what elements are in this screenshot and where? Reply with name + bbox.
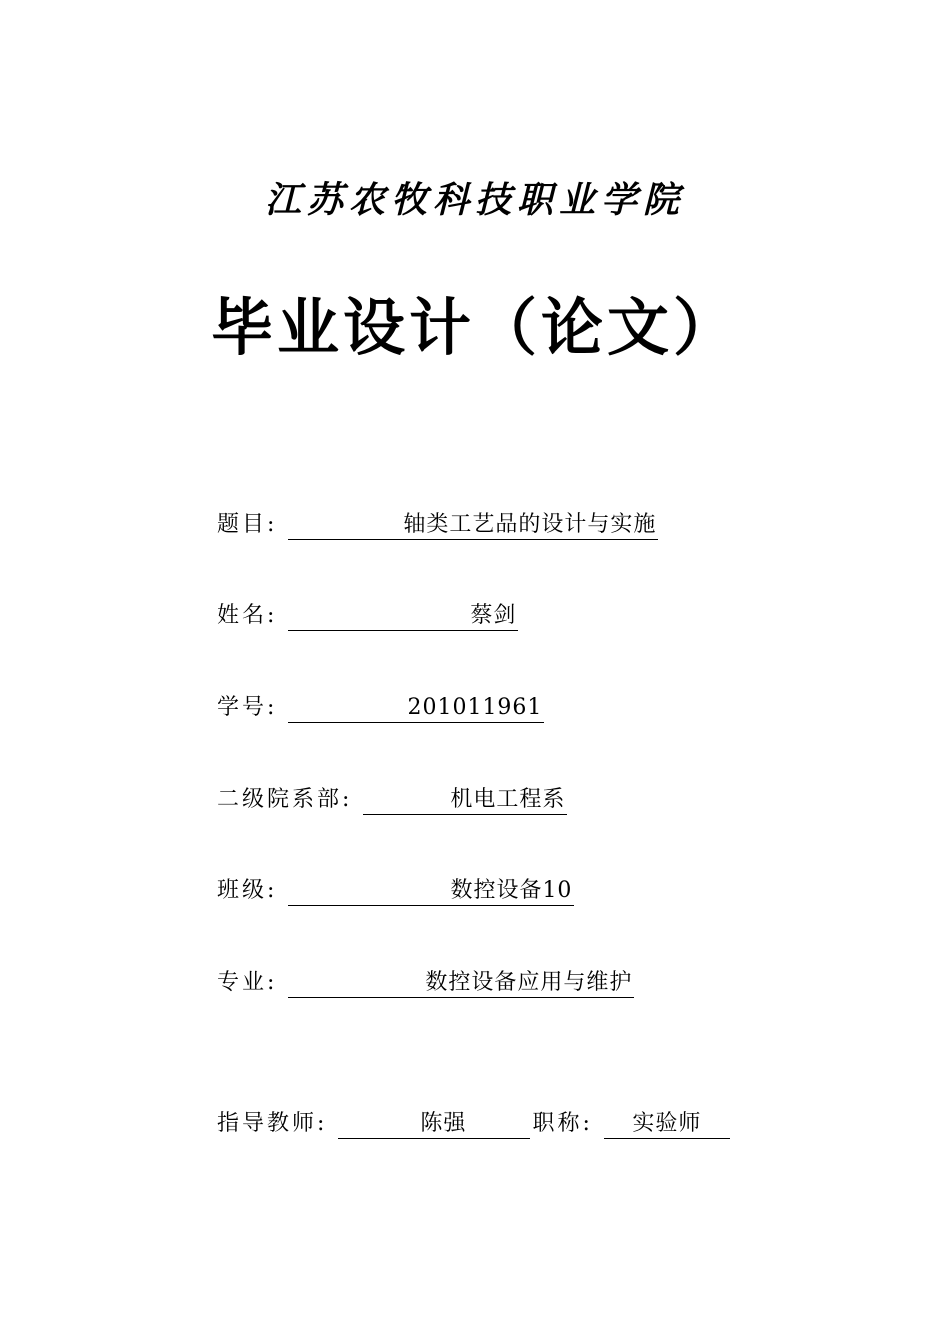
topic-label: 题目: [217, 512, 268, 537]
department-label: 二级院系部: [217, 787, 343, 812]
advisor-title-label: 职称: [532, 1111, 583, 1136]
topic-value: 轴类工艺品的设计与实施: [288, 511, 658, 540]
topic-row: [217, 508, 658, 542]
advisor-row: [217, 1107, 730, 1141]
major-row: [217, 966, 634, 1000]
student-id-label: 学号: [217, 695, 268, 720]
student-id-colon: :: [267, 695, 275, 720]
major-label: 专业: [217, 970, 268, 995]
name-value: 蔡剑: [288, 602, 518, 631]
advisor-title-colon: :: [582, 1111, 590, 1136]
name-label: 姓名: [217, 603, 268, 628]
major-colon: :: [267, 970, 275, 995]
advisor-label: 指导教师: [217, 1111, 318, 1136]
advisor-title-value: 实验师: [604, 1110, 730, 1139]
department-row: [217, 783, 567, 817]
student-id-value: 201011961: [288, 694, 544, 723]
class-colon: :: [267, 878, 275, 903]
class-value: 数控设备10: [288, 877, 574, 906]
student-id-row: [217, 691, 544, 725]
topic-colon: :: [267, 512, 275, 537]
name-colon: :: [267, 603, 275, 628]
major-value: 数控设备应用与维护: [288, 969, 634, 998]
class-row: [217, 874, 574, 908]
department-value: 机电工程系: [363, 786, 567, 815]
name-row: [217, 599, 518, 633]
advisor-colon: :: [317, 1111, 325, 1136]
document-title: 毕业设计（论文）: [210, 291, 739, 364]
advisor-value: 陈强: [338, 1110, 530, 1139]
class-label: 班级: [217, 878, 268, 903]
department-colon: :: [342, 787, 350, 812]
school-name: 江苏农牧科技职业学院: [264, 179, 685, 221]
